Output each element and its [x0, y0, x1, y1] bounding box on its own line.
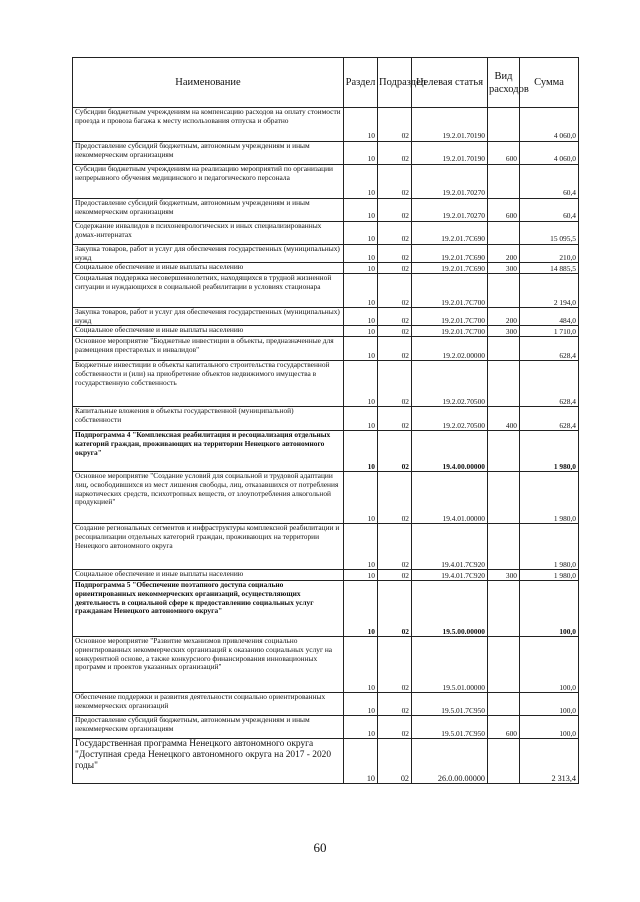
row-expense-type: 600 — [488, 199, 520, 222]
table-row — [73, 337, 579, 361]
row-target: 19.4.01.00000 — [412, 472, 488, 524]
row-sum: 2 194,0 — [520, 274, 579, 308]
row-name: Содержание инвалидов в психоневрологических и иных специализированных домах-интернатах — [73, 222, 344, 245]
row-subsection: 02 — [378, 361, 412, 407]
table-row — [73, 308, 579, 326]
row-section: 10 — [344, 407, 378, 431]
row-expense-type — [488, 637, 520, 693]
row-subsection: 02 — [378, 142, 412, 165]
table-row — [73, 222, 579, 245]
row-section: 10 — [344, 263, 378, 274]
row-section: 10 — [344, 361, 378, 407]
row-section: 10 — [344, 337, 378, 361]
row-target: 19.2.01.7С700 — [412, 326, 488, 337]
row-target: 19.4.01.7С920 — [412, 570, 488, 581]
row-subsection: 02 — [378, 524, 412, 570]
row-section: 10 — [344, 326, 378, 337]
row-section: 10 — [344, 637, 378, 693]
row-name: Социальное обеспечение и иные выплаты населению — [73, 263, 344, 274]
row-target: 19.4.00.00000 — [412, 431, 488, 472]
row-section: 10 — [344, 570, 378, 581]
row-sum: 484,0 — [520, 308, 579, 326]
row-subsection: 02 — [378, 308, 412, 326]
table-row — [73, 361, 579, 407]
row-section: 10 — [344, 199, 378, 222]
row-expense-type — [488, 361, 520, 407]
row-expense-type — [488, 108, 520, 142]
row-name: Основное мероприятие "Бюджетные инвестиции в объекты, предназначенные для размещения престарелых и инвалидов" — [73, 337, 344, 361]
row-sum: 1 980,0 — [520, 472, 579, 524]
table-row — [73, 570, 579, 581]
row-target: 19.2.01.7С690 — [412, 263, 488, 274]
budget-table-container — [72, 57, 578, 784]
row-sum: 1 980,0 — [520, 431, 579, 472]
row-sum: 1 710,0 — [520, 326, 579, 337]
row-subsection: 02 — [378, 570, 412, 581]
row-sum: 4 060,0 — [520, 108, 579, 142]
table-row — [73, 524, 579, 570]
row-name: Предоставление субсидий бюджетным, автономным учреждениям и иным некоммерческим организациям — [73, 142, 344, 165]
row-section: 10 — [344, 142, 378, 165]
header-section: Раздел — [344, 58, 378, 108]
header-target: Целевая статья — [412, 58, 488, 108]
row-target: 19.5.01.7С950 — [412, 716, 488, 739]
header-subsection: Подраздел — [378, 58, 412, 108]
row-section: 10 — [344, 716, 378, 739]
row-target: 19.2.01.70270 — [412, 165, 488, 199]
row-expense-type: 600 — [488, 142, 520, 165]
row-expense-type — [488, 274, 520, 308]
row-name: Закупка товаров, работ и услуг для обеспечения государственных (муниципальных) нужд — [73, 245, 344, 263]
row-subsection: 02 — [378, 739, 412, 784]
header-expense-type: Вид расходов — [488, 58, 520, 108]
table-row — [73, 326, 579, 337]
row-target: 19.5.00.00000 — [412, 581, 488, 637]
row-sum: 210,0 — [520, 245, 579, 263]
row-expense-type: 300 — [488, 570, 520, 581]
row-target: 26.0.00.00000 — [412, 739, 488, 784]
table-body — [73, 108, 579, 784]
row-name: Подпрограмма 4 "Комплексная реабилитация и ресоциализация отдельных категорий граждан, проживающих на территории Ненецкого автономного округа" — [73, 431, 344, 472]
table-header-row — [73, 58, 579, 108]
row-sum: 60,4 — [520, 199, 579, 222]
row-expense-type — [488, 165, 520, 199]
row-expense-type — [488, 524, 520, 570]
table-row — [73, 739, 579, 784]
row-name: Предоставление субсидий бюджетным, автономным учреждениям и иным некоммерческим организациям — [73, 199, 344, 222]
row-name: Обеспечение поддержки и развития деятельности социально ориентированных некоммерческих организаций — [73, 693, 344, 716]
row-target: 19.2.02.00000 — [412, 337, 488, 361]
row-name: Закупка товаров, работ и услуг для обеспечения государственных (муниципальных) нужд — [73, 308, 344, 326]
table-row — [73, 716, 579, 739]
row-name: Бюджетные инвестиции в объекты капитального строительства государственной собственности и (или) на приобретение объектов недвижимого имущества в государственную собственность — [73, 361, 344, 407]
row-sum: 60,4 — [520, 165, 579, 199]
row-subsection: 02 — [378, 263, 412, 274]
row-expense-type: 200 — [488, 245, 520, 263]
row-subsection: 02 — [378, 326, 412, 337]
row-section: 10 — [344, 108, 378, 142]
row-section: 10 — [344, 524, 378, 570]
row-target: 19.2.01.7С700 — [412, 274, 488, 308]
row-section: 10 — [344, 222, 378, 245]
row-expense-type — [488, 431, 520, 472]
row-sum: 628,4 — [520, 407, 579, 431]
row-name: Социальное обеспечение и иные выплаты населению — [73, 326, 344, 337]
row-subsection: 02 — [378, 693, 412, 716]
row-sum: 1 980,0 — [520, 570, 579, 581]
row-subsection: 02 — [378, 199, 412, 222]
row-expense-type — [488, 581, 520, 637]
row-section: 10 — [344, 581, 378, 637]
row-target: 19.2.02.70500 — [412, 407, 488, 431]
row-expense-type: 400 — [488, 407, 520, 431]
header-name: Наименование — [73, 58, 344, 108]
table-row — [73, 263, 579, 274]
row-target: 19.2.01.7С690 — [412, 222, 488, 245]
row-target: 19.4.01.7С920 — [412, 524, 488, 570]
row-section: 10 — [344, 274, 378, 308]
row-subsection: 02 — [378, 245, 412, 263]
row-sum: 100,0 — [520, 693, 579, 716]
row-sum: 14 885,5 — [520, 263, 579, 274]
table-row — [73, 693, 579, 716]
row-expense-type: 300 — [488, 263, 520, 274]
row-name: Субсидии бюджетным учреждениям на реализацию мероприятий по организации непрерывного обучения медицинского и педагогического персонала — [73, 165, 344, 199]
row-target: 19.2.01.70190 — [412, 108, 488, 142]
row-target: 19.5.01.00000 — [412, 637, 488, 693]
row-name: Основное мероприятие "Создание условий для социальной и трудовой адаптации лиц, освободившихся из мест лишения свободы, лиц, отказавшихся от потребления наркотических средств, психотропных веществ, от злоупотребления алкогольной продукцией" — [73, 472, 344, 524]
row-expense-type — [488, 739, 520, 784]
row-sum: 15 095,5 — [520, 222, 579, 245]
row-sum: 1 980,0 — [520, 524, 579, 570]
row-subsection: 02 — [378, 337, 412, 361]
row-sum: 100,0 — [520, 581, 579, 637]
row-name: Субсидии бюджетным учреждениям на компенсацию расходов на оплату стоимости проезда и провоза багажа к месту использования отпуска и обратно — [73, 108, 344, 142]
row-target: 19.2.02.70500 — [412, 361, 488, 407]
row-target: 19.2.01.70190 — [412, 142, 488, 165]
table-row — [73, 274, 579, 308]
row-subsection: 02 — [378, 581, 412, 637]
row-section: 10 — [344, 472, 378, 524]
row-name: Создание региональных сегментов и инфраструктуры комплексной реабилитации и ресоциализации отдельных категорий граждан, проживающих на территории Ненецкого автономного округа — [73, 524, 344, 570]
row-section: 10 — [344, 165, 378, 199]
row-target: 19.5.01.7С950 — [412, 693, 488, 716]
budget-table — [72, 57, 579, 784]
row-subsection: 02 — [378, 472, 412, 524]
row-section: 10 — [344, 693, 378, 716]
table-row — [73, 108, 579, 142]
row-name: Предоставление субсидий бюджетным, автономным учреждениям и иным некоммерческим организациям — [73, 716, 344, 739]
row-subsection: 02 — [378, 274, 412, 308]
row-sum: 628,4 — [520, 361, 579, 407]
row-section: 10 — [344, 431, 378, 472]
row-sum: 2 313,4 — [520, 739, 579, 784]
row-sum: 100,0 — [520, 716, 579, 739]
row-sum: 4 060,0 — [520, 142, 579, 165]
row-expense-type — [488, 693, 520, 716]
row-name: Подпрограмма 5 "Обеспечение поэтапного доступа социально ориентированных некоммерческих организаций, осуществляющих деятельность в социальной сфере к предоставлению социальных услуг гражданам Ненецкого автономного округа" — [73, 581, 344, 637]
table-row — [73, 142, 579, 165]
row-subsection: 02 — [378, 716, 412, 739]
row-subsection: 02 — [378, 431, 412, 472]
table-row — [73, 199, 579, 222]
header-sum: Сумма — [520, 58, 579, 108]
row-subsection: 02 — [378, 108, 412, 142]
row-target: 19.2.01.7С700 — [412, 308, 488, 326]
row-name: Социальное обеспечение и иные выплаты населению — [73, 570, 344, 581]
row-name: Основное мероприятие "Развитие механизмов привлечения социально ориентированных некоммерческих организаций к оказанию социальных услуг на конкурентной основе, а также конкурсного финансирования инновационных программ и проектов указанных организаций" — [73, 637, 344, 693]
row-expense-type — [488, 337, 520, 361]
table-row — [73, 472, 579, 524]
row-subsection: 02 — [378, 165, 412, 199]
table-row — [73, 581, 579, 637]
row-subsection: 02 — [378, 222, 412, 245]
row-section: 10 — [344, 739, 378, 784]
row-sum: 628,4 — [520, 337, 579, 361]
table-row — [73, 407, 579, 431]
table-row — [73, 637, 579, 693]
row-subsection: 02 — [378, 637, 412, 693]
table-row — [73, 245, 579, 263]
row-section: 10 — [344, 308, 378, 326]
row-expense-type: 200 — [488, 308, 520, 326]
page-number: 60 — [313, 840, 327, 855]
row-expense-type: 600 — [488, 716, 520, 739]
row-sum: 100,0 — [520, 637, 579, 693]
row-target: 19.2.01.7С690 — [412, 245, 488, 263]
row-subsection: 02 — [378, 407, 412, 431]
row-name: Социальная поддержка несовершеннолетних, находящихся в трудной жизненной ситуации и нуждающихся в социальной реабилитации в условиях стационара — [73, 274, 344, 308]
row-name: Государственная программа Ненецкого автономного округа "Доступная среда Ненецкого автономного округа на 2017 - 2020 годы" — [73, 739, 344, 784]
row-expense-type — [488, 472, 520, 524]
row-section: 10 — [344, 245, 378, 263]
row-expense-type: 300 — [488, 326, 520, 337]
row-target: 19.2.01.70270 — [412, 199, 488, 222]
table-row — [73, 431, 579, 472]
row-name: Капитальные вложения в объекты государственной (муниципальной) собственности — [73, 407, 344, 431]
table-row — [73, 165, 579, 199]
row-expense-type — [488, 222, 520, 245]
